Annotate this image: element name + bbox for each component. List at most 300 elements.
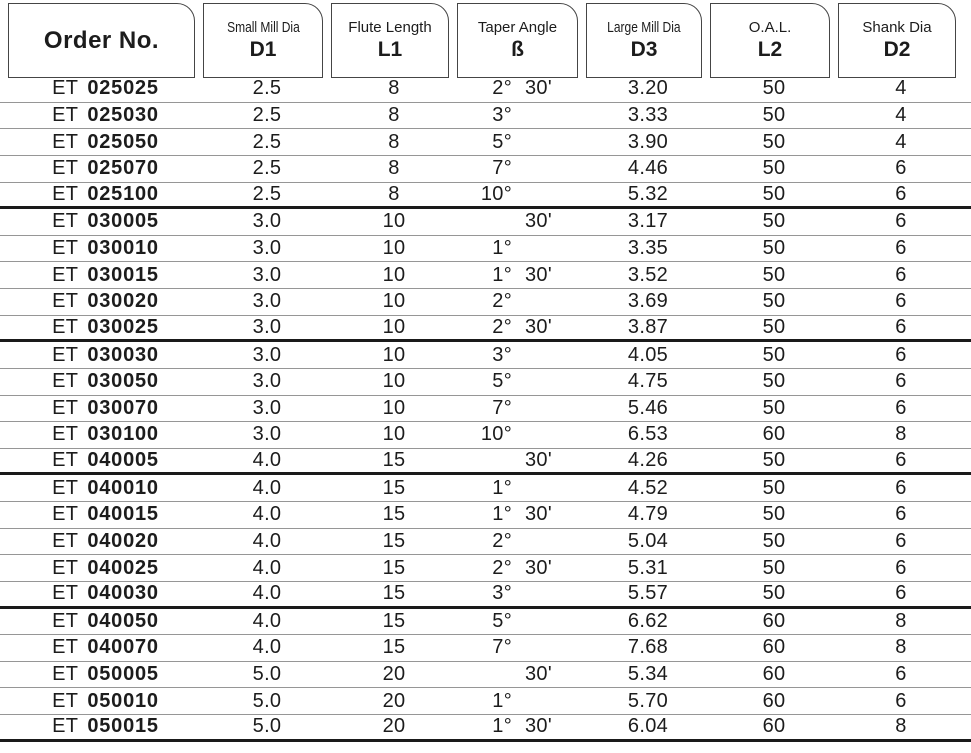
order-no-cell <box>8 264 203 287</box>
order-prefix: ET <box>52 237 79 260</box>
taper-degrees: 2° <box>492 529 512 552</box>
column-header-shank-dia <box>838 3 964 78</box>
header-box <box>586 3 702 78</box>
large-mill-dia-cell: 4.79 <box>627 503 669 526</box>
taper-angle-cell <box>457 316 586 339</box>
taper-angle-cell <box>457 183 586 206</box>
large-mill-dia-cell: 6.53 <box>627 423 669 446</box>
order-number: 025070 <box>87 157 159 180</box>
order-no-cell <box>8 237 203 260</box>
table-row <box>0 555 971 582</box>
taper-minutes <box>512 104 585 127</box>
table-row <box>0 236 971 263</box>
flute-length-cell: 10 <box>382 290 406 313</box>
order-number: 040070 <box>87 636 159 659</box>
oal-cell: 60 <box>762 715 786 738</box>
taper-angle-cell <box>457 663 586 686</box>
table-row <box>0 635 971 662</box>
taper-minutes <box>512 397 585 420</box>
taper-minutes: 30' <box>525 315 552 338</box>
table-row <box>0 529 971 556</box>
flute-length-cell: 15 <box>382 636 406 659</box>
small-mill-dia-cell: 4.0 <box>252 449 282 472</box>
taper-degrees <box>457 449 512 472</box>
taper-degrees: 3° <box>492 103 512 126</box>
header-box <box>838 3 956 78</box>
small-mill-dia-cell: 5.0 <box>252 715 282 738</box>
oal-cell: 60 <box>762 636 786 659</box>
order-prefix: ET <box>52 130 79 153</box>
taper-degrees: 1° <box>492 503 512 526</box>
flute-length-cell: 20 <box>382 663 406 686</box>
table-row <box>0 475 971 502</box>
taper-minutes: 30' <box>525 263 552 286</box>
small-mill-dia-cell: 3.0 <box>252 396 282 419</box>
large-mill-dia-cell: 3.87 <box>627 315 669 338</box>
order-prefix: ET <box>52 476 79 499</box>
table-row <box>0 289 971 316</box>
large-mill-dia-cell: 5.57 <box>627 582 669 605</box>
flute-length-cell: 15 <box>382 556 406 579</box>
oal-cell: 50 <box>762 210 786 233</box>
table-header <box>0 0 971 76</box>
table-row <box>0 422 971 449</box>
shank-dia-cell: 6 <box>895 556 907 579</box>
large-mill-dia-cell: 3.20 <box>627 77 669 100</box>
flute-length-cell: 10 <box>382 263 406 286</box>
order-prefix: ET <box>52 210 79 233</box>
table-row <box>0 396 971 423</box>
flute-length-cell: 15 <box>382 529 406 552</box>
order-no-cell <box>8 183 203 206</box>
order-prefix: ET <box>52 503 79 526</box>
flute-length-cell: 15 <box>382 582 406 605</box>
column-label: O.A.L. <box>748 19 792 36</box>
column-symbol: D3 <box>630 38 658 61</box>
shank-dia-cell: 6 <box>895 529 907 552</box>
order-number: 050010 <box>87 689 159 712</box>
taper-degrees <box>457 663 512 686</box>
table-row <box>0 369 971 396</box>
taper-angle-cell <box>457 557 586 580</box>
order-no-cell <box>8 344 203 367</box>
order-no-cell <box>8 582 203 605</box>
shank-dia-cell: 6 <box>895 290 907 313</box>
order-no-cell <box>8 530 203 553</box>
large-mill-dia-cell: 7.68 <box>627 636 669 659</box>
order-prefix: ET <box>52 689 79 712</box>
flute-length-cell: 8 <box>388 103 400 126</box>
taper-degrees: 7° <box>492 157 512 180</box>
order-prefix: ET <box>52 182 79 205</box>
order-prefix: ET <box>52 343 79 366</box>
large-mill-dia-cell: 4.26 <box>627 449 669 472</box>
order-number: 040005 <box>87 449 159 472</box>
taper-degrees: 10° <box>480 423 512 446</box>
taper-minutes <box>512 610 585 633</box>
oal-cell: 60 <box>762 663 786 686</box>
table-row <box>0 103 971 130</box>
taper-minutes: 30' <box>525 210 552 233</box>
column-header-order-no <box>8 3 203 78</box>
order-number: 050015 <box>87 715 159 738</box>
large-mill-dia-cell: 4.05 <box>627 343 669 366</box>
column-label: Small Mill Dia <box>226 19 300 36</box>
shank-dia-cell: 8 <box>895 423 907 446</box>
oal-cell: 50 <box>762 130 786 153</box>
taper-minutes <box>512 636 585 659</box>
taper-minutes <box>512 131 585 154</box>
small-mill-dia-cell: 4.0 <box>252 476 282 499</box>
column-label: Flute Length <box>348 19 432 36</box>
table-row <box>0 502 971 529</box>
taper-angle-cell <box>457 131 586 154</box>
flute-length-cell: 8 <box>388 77 400 100</box>
small-mill-dia-cell: 2.5 <box>252 77 282 100</box>
taper-angle-cell <box>457 690 586 713</box>
order-prefix: ET <box>52 315 79 338</box>
table-row <box>0 449 971 476</box>
order-prefix: ET <box>52 529 79 552</box>
shank-dia-cell: 6 <box>895 370 907 393</box>
large-mill-dia-cell: 5.34 <box>627 663 669 686</box>
shank-dia-cell: 6 <box>895 182 907 205</box>
order-number: 040015 <box>87 503 159 526</box>
order-no-cell <box>8 477 203 500</box>
large-mill-dia-cell: 3.69 <box>627 290 669 313</box>
small-mill-dia-cell: 4.0 <box>252 582 282 605</box>
taper-degrees: 1° <box>492 263 512 286</box>
taper-minutes <box>512 344 585 367</box>
table-row <box>0 156 971 183</box>
flute-length-cell: 10 <box>382 237 406 260</box>
shank-dia-cell: 6 <box>895 237 907 260</box>
taper-angle-cell <box>457 104 586 127</box>
shank-dia-cell: 6 <box>895 210 907 233</box>
taper-angle-cell <box>457 290 586 313</box>
oal-cell: 50 <box>762 449 786 472</box>
taper-degrees: 5° <box>492 370 512 393</box>
small-mill-dia-cell: 2.5 <box>252 157 282 180</box>
taper-minutes: 30' <box>525 556 552 579</box>
small-mill-dia-cell: 2.5 <box>252 182 282 205</box>
order-no-cell <box>8 690 203 713</box>
shank-dia-cell: 4 <box>895 103 907 126</box>
order-number: 040010 <box>87 476 159 499</box>
taper-degrees: 5° <box>492 609 512 632</box>
taper-minutes <box>512 290 585 313</box>
flute-length-cell: 10 <box>382 396 406 419</box>
taper-minutes <box>512 237 585 260</box>
shank-dia-cell: 8 <box>895 715 907 738</box>
order-number: 030070 <box>87 396 159 419</box>
order-no-cell <box>8 157 203 180</box>
large-mill-dia-cell: 5.04 <box>627 529 669 552</box>
order-prefix: ET <box>52 582 79 605</box>
flute-length-cell: 15 <box>382 609 406 632</box>
shank-dia-cell: 6 <box>895 315 907 338</box>
oal-cell: 50 <box>762 237 786 260</box>
taper-angle-cell <box>457 503 586 526</box>
taper-angle-cell <box>457 582 586 605</box>
large-mill-dia-cell: 5.31 <box>627 556 669 579</box>
order-no-cell <box>8 131 203 154</box>
shank-dia-cell: 6 <box>895 396 907 419</box>
taper-degrees <box>457 210 512 233</box>
order-no-cell <box>8 503 203 526</box>
taper-degrees: 2° <box>492 290 512 313</box>
order-number: 030005 <box>87 210 159 233</box>
taper-minutes: 30' <box>525 715 552 738</box>
large-mill-dia-cell: 3.33 <box>627 103 669 126</box>
flute-length-cell: 10 <box>382 370 406 393</box>
order-no-cell <box>8 210 203 233</box>
small-mill-dia-cell: 4.0 <box>252 609 282 632</box>
column-symbol: L1 <box>377 38 403 61</box>
order-prefix: ET <box>52 77 79 100</box>
order-prefix: ET <box>52 715 79 738</box>
table-row <box>0 262 971 289</box>
column-symbol: L2 <box>757 38 783 61</box>
taper-degrees: 3° <box>492 582 512 605</box>
small-mill-dia-cell: 3.0 <box>252 263 282 286</box>
flute-length-cell: 8 <box>388 157 400 180</box>
taper-angle-cell <box>457 77 586 100</box>
shank-dia-cell: 4 <box>895 130 907 153</box>
table-row <box>0 582 971 609</box>
flute-length-cell: 15 <box>382 449 406 472</box>
column-label: Large Mill Dia <box>607 19 681 36</box>
small-mill-dia-cell: 2.5 <box>252 130 282 153</box>
oal-cell: 50 <box>762 556 786 579</box>
small-mill-dia-cell: 5.0 <box>252 663 282 686</box>
taper-degrees: 7° <box>492 396 512 419</box>
small-mill-dia-cell: 3.0 <box>252 210 282 233</box>
order-number: 030020 <box>87 290 159 313</box>
column-symbol: D2 <box>883 38 911 61</box>
table-row <box>0 688 971 715</box>
oal-cell: 50 <box>762 343 786 366</box>
taper-minutes <box>512 157 585 180</box>
order-no-cell <box>8 610 203 633</box>
taper-minutes: 30' <box>525 449 552 472</box>
order-prefix: ET <box>52 636 79 659</box>
taper-degrees: 7° <box>492 636 512 659</box>
column-header-large-mill-dia <box>586 3 710 78</box>
small-mill-dia-cell: 3.0 <box>252 315 282 338</box>
small-mill-dia-cell: 3.0 <box>252 237 282 260</box>
oal-cell: 50 <box>762 503 786 526</box>
oal-cell: 50 <box>762 157 786 180</box>
column-header-flute-length <box>331 3 457 78</box>
header-box <box>331 3 449 78</box>
order-prefix: ET <box>52 103 79 126</box>
shank-dia-cell: 6 <box>895 689 907 712</box>
flute-length-cell: 10 <box>382 315 406 338</box>
taper-degrees: 2° <box>492 556 512 579</box>
large-mill-dia-cell: 3.52 <box>627 263 669 286</box>
small-mill-dia-cell: 2.5 <box>252 103 282 126</box>
large-mill-dia-cell: 5.70 <box>627 689 669 712</box>
column-symbol: D1 <box>249 38 277 61</box>
shank-dia-cell: 8 <box>895 609 907 632</box>
header-box <box>203 3 323 78</box>
oal-cell: 50 <box>762 315 786 338</box>
taper-angle-cell <box>457 610 586 633</box>
shank-dia-cell: 6 <box>895 503 907 526</box>
taper-degrees: 3° <box>492 343 512 366</box>
small-mill-dia-cell: 4.0 <box>252 636 282 659</box>
large-mill-dia-cell: 3.90 <box>627 130 669 153</box>
oal-cell: 60 <box>762 423 786 446</box>
small-mill-dia-cell: 4.0 <box>252 556 282 579</box>
order-no-cell <box>8 636 203 659</box>
column-header-taper-angle <box>457 3 586 78</box>
large-mill-dia-cell: 6.04 <box>627 715 669 738</box>
taper-angle-cell <box>457 210 586 233</box>
shank-dia-cell: 6 <box>895 157 907 180</box>
column-label: Taper Angle <box>477 19 558 36</box>
shank-dia-cell: 6 <box>895 582 907 605</box>
taper-minutes <box>512 423 585 446</box>
order-number: 025025 <box>87 77 159 100</box>
order-no-cell <box>8 104 203 127</box>
shank-dia-cell: 6 <box>895 343 907 366</box>
taper-minutes <box>512 370 585 393</box>
oal-cell: 50 <box>762 582 786 605</box>
order-no-cell <box>8 397 203 420</box>
small-mill-dia-cell: 3.0 <box>252 343 282 366</box>
order-number: 040030 <box>87 582 159 605</box>
flute-length-cell: 10 <box>382 210 406 233</box>
header-box <box>8 3 195 78</box>
oal-cell: 50 <box>762 290 786 313</box>
oal-cell: 50 <box>762 476 786 499</box>
order-number: 030015 <box>87 263 159 286</box>
flute-length-cell: 10 <box>382 343 406 366</box>
order-prefix: ET <box>52 556 79 579</box>
small-mill-dia-cell: 4.0 <box>252 503 282 526</box>
taper-angle-cell <box>457 715 586 738</box>
shank-dia-cell: 4 <box>895 77 907 100</box>
taper-minutes: 30' <box>525 503 552 526</box>
flute-length-cell: 15 <box>382 503 406 526</box>
header-box <box>710 3 830 78</box>
taper-angle-cell <box>457 423 586 446</box>
order-no-cell <box>8 449 203 472</box>
taper-degrees: 1° <box>492 476 512 499</box>
taper-minutes <box>512 690 585 713</box>
column-label: Order No. <box>43 26 160 54</box>
taper-angle-cell <box>457 477 586 500</box>
small-mill-dia-cell: 5.0 <box>252 689 282 712</box>
large-mill-dia-cell: 4.46 <box>627 157 669 180</box>
large-mill-dia-cell: 3.17 <box>627 210 669 233</box>
table-row <box>0 209 971 236</box>
taper-angle-cell <box>457 157 586 180</box>
large-mill-dia-cell: 3.35 <box>627 237 669 260</box>
taper-angle-cell <box>457 397 586 420</box>
shank-dia-cell: 6 <box>895 476 907 499</box>
oal-cell: 50 <box>762 263 786 286</box>
order-no-cell <box>8 715 203 738</box>
order-no-cell <box>8 370 203 393</box>
taper-angle-cell <box>457 449 586 472</box>
shank-dia-cell: 6 <box>895 449 907 472</box>
order-number: 030025 <box>87 315 159 338</box>
taper-angle-cell <box>457 636 586 659</box>
oal-cell: 50 <box>762 529 786 552</box>
order-prefix: ET <box>52 663 79 686</box>
taper-minutes <box>512 582 585 605</box>
flute-length-cell: 15 <box>382 476 406 499</box>
large-mill-dia-cell: 6.62 <box>627 609 669 632</box>
taper-degrees: 1° <box>492 237 512 260</box>
order-number: 025100 <box>87 182 159 205</box>
oal-cell: 60 <box>762 689 786 712</box>
small-mill-dia-cell: 3.0 <box>252 423 282 446</box>
small-mill-dia-cell: 3.0 <box>252 370 282 393</box>
order-number: 025030 <box>87 103 159 126</box>
table-row <box>0 183 971 210</box>
order-number: 040020 <box>87 529 159 552</box>
order-prefix: ET <box>52 370 79 393</box>
taper-degrees: 1° <box>492 715 512 738</box>
table-body <box>0 76 971 742</box>
flute-length-cell: 8 <box>388 182 400 205</box>
order-prefix: ET <box>52 263 79 286</box>
oal-cell: 50 <box>762 103 786 126</box>
header-box <box>457 3 578 78</box>
order-prefix: ET <box>52 396 79 419</box>
order-no-cell <box>8 557 203 580</box>
order-number: 030030 <box>87 343 159 366</box>
column-header-oal <box>710 3 838 78</box>
order-number: 030010 <box>87 237 159 260</box>
flute-length-cell: 10 <box>382 423 406 446</box>
shank-dia-cell: 6 <box>895 663 907 686</box>
flute-length-cell: 20 <box>382 689 406 712</box>
small-mill-dia-cell: 3.0 <box>252 290 282 313</box>
taper-angle-cell <box>457 237 586 260</box>
table-row <box>0 316 971 343</box>
order-no-cell <box>8 290 203 313</box>
order-number: 040050 <box>87 609 159 632</box>
table-row <box>0 715 971 742</box>
order-number: 030050 <box>87 370 159 393</box>
order-no-cell <box>8 77 203 100</box>
large-mill-dia-cell: 5.32 <box>627 182 669 205</box>
taper-degrees: 2° <box>492 315 512 338</box>
taper-angle-cell <box>457 344 586 367</box>
flute-length-cell: 20 <box>382 715 406 738</box>
small-mill-dia-cell: 4.0 <box>252 529 282 552</box>
taper-angle-cell <box>457 530 586 553</box>
order-number: 040025 <box>87 556 159 579</box>
taper-minutes: 30' <box>525 663 552 686</box>
taper-degrees: 5° <box>492 130 512 153</box>
oal-cell: 50 <box>762 396 786 419</box>
table-row <box>0 609 971 636</box>
column-label: Shank Dia <box>862 19 932 36</box>
oal-cell: 50 <box>762 182 786 205</box>
order-prefix: ET <box>52 423 79 446</box>
table-row <box>0 662 971 689</box>
flute-length-cell: 8 <box>388 130 400 153</box>
order-number: 025050 <box>87 130 159 153</box>
shank-dia-cell: 6 <box>895 263 907 286</box>
shank-dia-cell: 8 <box>895 636 907 659</box>
